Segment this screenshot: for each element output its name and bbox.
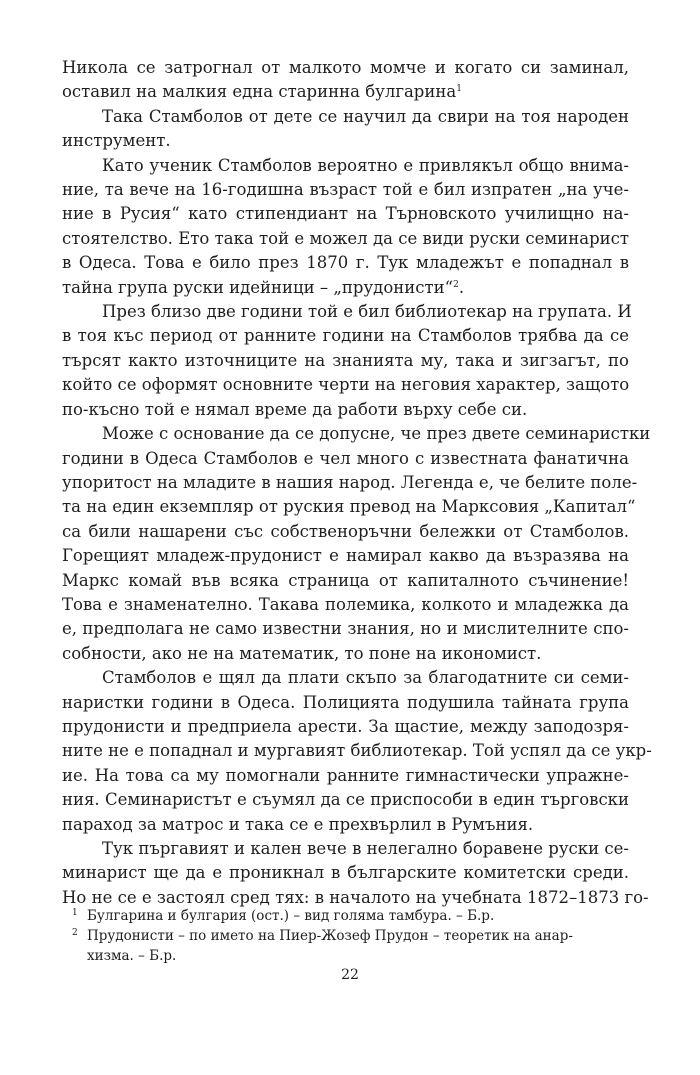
text-line: Това е знаменателно. Такава полемика, колкото и младежка да [62,594,629,614]
text-line: собности, ако не на математик, то поне на икономист. [62,643,542,663]
footnote-ref: 2 [453,279,459,290]
text-line: ие. На това са му помогнали ранните гимнастически упражне- [62,765,629,785]
text-line: упоритост на младите в нашия народ. Легенда е, че белите поле- [62,472,638,492]
footnote-text: Булгарина и булгария (ост.) – вид голяма тамбура. – Б.р. [87,908,495,924]
page-number: 22 [341,967,359,983]
text-line: тайна група руски идейници – „прудонисти“$^2$. [62,277,465,297]
text-line: Може с основание да се допусне, че през двете семинаристки [102,424,651,444]
text-line: са били нашарени със собственоръчни бележки от Стамболов. [62,521,629,541]
text-line: ния. Семинаристът е съумял да се приспособи в един търговски [62,790,629,810]
text-line: е, предполага не само известни знания, но и мислителните спо- [62,619,629,639]
text-line: Тук пъргавият и кален вече в нелегално боравене руски се- [102,839,629,858]
footnote-2 [62,926,629,946]
text-line: ние в Русия“ като стипендиант на Търновското училищно на- [62,204,629,224]
body-text [62,56,652,910]
footnotes [62,906,629,966]
text-line: Така Стамболов от дете се научил да свири на тоя народен [102,106,629,126]
text-line: по-късно той е нямал време да работи върху себе си. [62,399,528,419]
text-line: в тоя къс период от ранните години на Стамболов трябва да се [62,326,629,346]
text-line: оставил на малкия една старинна булгарина$^1$ [62,82,462,102]
text-line: минарист ще да е проникнал в българските комитетски среди. [62,863,629,883]
text-line: търсят както източниците на знанията му, така и зигзагът, по [62,350,629,370]
text-line: Маркс комай във всяка страница от капиталното съчинение! [62,570,629,590]
text-line: години в Одеса Стамболов е чел много с известната фанатична [62,448,629,468]
footnote-ref: 1 [456,84,462,95]
text-line: Но не се е застоял сред тях: в началото на учебната 1872–1873 го- [62,887,649,907]
text-line: инструмент. [62,131,171,151]
footnote-1 [62,906,629,926]
text-line: наристки години в Одеса. Полицията подушила тайната група [62,692,629,712]
footnote-mark: 2 [72,928,78,938]
text-line: та на един екземпляр от руския превод на Марксовия „Капитал“ [62,497,636,517]
footnote-text: хизма. – Б.р. [87,948,177,964]
text-line: През близо две години той е бил библиотекар на групата. И [102,302,632,322]
text-line: стоятелство. Ето така той е можел да се види руски семинарист [62,228,629,248]
text-line: Никола се затрогнал от малкото момче и когато си заминал, [62,58,629,77]
footnote-mark: 1 [72,908,78,918]
text-line: Горещият младеж-прудонист е намирал какво да възразява на [62,546,629,566]
footnote-2-continuation [62,946,629,966]
text-line: ние, та вече на 16-годишна възраст той е бил изпратен „на уче- [62,180,629,200]
text-line: Като ученик Стамболов вероятно е привлякъл общо внима- [102,155,629,175]
text-line: параход за матрос и така се е прехвърлил в Румъния. [62,814,534,834]
text-line: който се оформят основните черти на неговия характер, защото [62,375,630,395]
text-line: в Одеса. Това е било през 1870 г. Тук младежът е попаднал в [62,253,629,273]
text-line: прудонисти и предприела арести. За щастие, между заподозря- [62,716,629,736]
text-line: ните не е попаднал и мургавият библиотекар. Той успял да се укр- [62,741,652,761]
footnote-text: Прудонисти – по името на Пиер-Жозеф Прудон – теоретик на анар- [87,928,573,944]
text-line: Стамболов е щял да плати скъпо за благодатните си семи- [102,668,629,688]
